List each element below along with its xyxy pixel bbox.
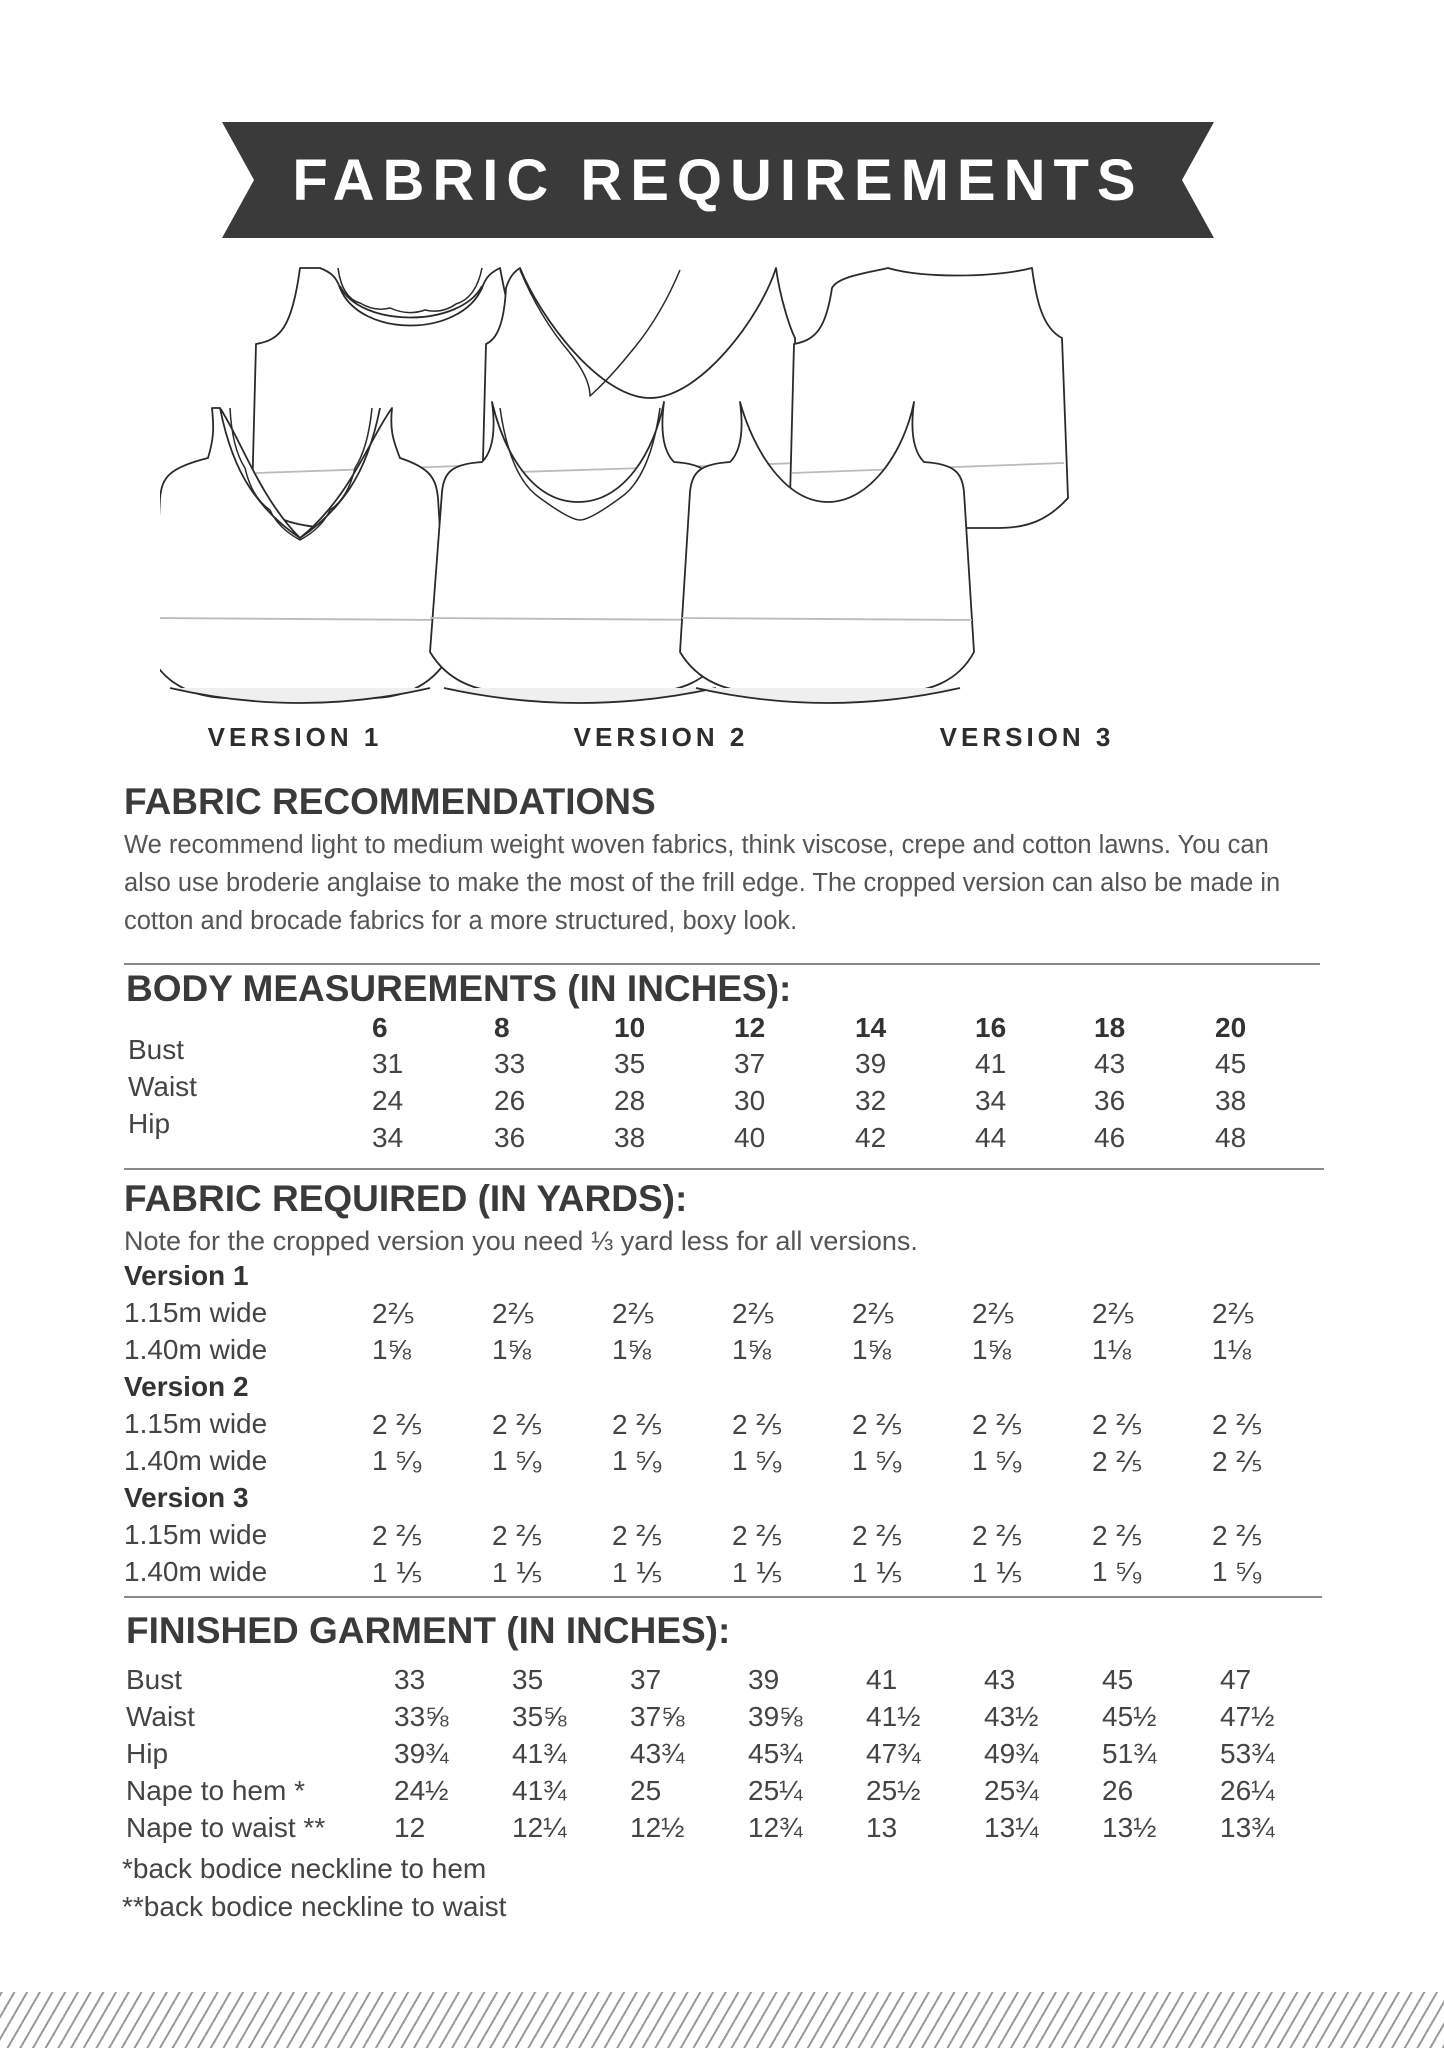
fabric-yardage: 2 ⅖ xyxy=(972,1520,1023,1551)
fabric-yardage: 1 ⁵⁄₉ xyxy=(372,1445,423,1476)
fabric-yardage: 2 ⅖ xyxy=(852,1409,903,1440)
measurement-value: 42 xyxy=(855,1122,887,1153)
garment-measure-value: 37⅝ xyxy=(630,1701,685,1732)
fabric-yardage: 2 ⅖ xyxy=(372,1520,423,1551)
fabric-yardage: 1⅝ xyxy=(852,1334,891,1365)
size-header: 12 xyxy=(734,1012,766,1043)
fabric-yardage: 1 ⁵⁄₉ xyxy=(492,1445,543,1476)
garment-measure-value: 47½ xyxy=(1220,1701,1275,1732)
version-2-label: VERSION 2 xyxy=(573,722,749,752)
garment-measure-value: 33⅝ xyxy=(394,1701,449,1732)
size-header: 10 xyxy=(614,1012,646,1043)
garment-measure-value: 37 xyxy=(630,1664,662,1695)
recommendations-line-3: cotton and brocade fabrics for a more structured, boxy look. xyxy=(124,907,798,935)
size-header: 6 xyxy=(372,1012,388,1043)
measurement-value: 45 xyxy=(1215,1048,1247,1079)
fabric-yardage: 2⅖ xyxy=(972,1298,1015,1329)
fabric-width-label: 1.40m wide xyxy=(124,1334,268,1365)
garment-illustrations xyxy=(160,258,1260,713)
finished-garment-heading: FINISHED GARMENT (IN INCHES): xyxy=(126,1610,731,1651)
fabric-yardage: 1⅝ xyxy=(732,1334,771,1365)
size-header: 8 xyxy=(494,1012,510,1043)
fabric-yardage: 1⅝ xyxy=(372,1334,411,1365)
garment-measure-value: 13¾ xyxy=(1220,1812,1275,1843)
garment-measure-value: 35⅝ xyxy=(512,1701,567,1732)
fabric-yardage: 1 ⁵⁄₉ xyxy=(612,1445,663,1476)
garment-measure-value: 26¼ xyxy=(1220,1775,1275,1806)
garment-measure-value: 41 xyxy=(866,1664,898,1695)
fabric-yardage: 1⅝ xyxy=(972,1334,1011,1365)
garment-measure-value: 13 xyxy=(866,1812,898,1843)
measurement-value: 34 xyxy=(372,1122,404,1153)
fabric-required-note: Note for the cropped version you need ⅓ yard less for all versions. xyxy=(124,1226,918,1256)
fabric-required-heading: FABRIC REQUIRED (IN YARDS): xyxy=(124,1178,688,1219)
garment-measure-value: 51¾ xyxy=(1102,1738,1157,1769)
fabric-yardage: 2 ⅖ xyxy=(612,1520,663,1551)
fabric-yardage: 2⅖ xyxy=(1212,1298,1255,1329)
garment-measure-value: 45¾ xyxy=(748,1738,803,1769)
fabric-yardage: 1 ⅕ xyxy=(372,1557,423,1588)
measurement-value: 38 xyxy=(614,1122,646,1153)
measurement-value: 34 xyxy=(975,1085,1007,1116)
fabric-yardage: 1 ⁵⁄₉ xyxy=(732,1445,783,1476)
measurement-value: 30 xyxy=(734,1085,766,1116)
measurement-value: 32 xyxy=(855,1085,887,1116)
measurement-value: 41 xyxy=(975,1048,1007,1079)
measurement-value: 24 xyxy=(372,1085,404,1116)
footnote-waist: **back bodice neckline to waist xyxy=(122,1891,507,1922)
fabric-yardage: 1⅝ xyxy=(492,1334,531,1365)
garment-measure-label: Hip xyxy=(126,1738,169,1769)
garment-measure-value: 12¾ xyxy=(748,1812,803,1843)
fabric-yardage: 2⅖ xyxy=(372,1298,415,1329)
garment-measure-label: Nape to hem * xyxy=(126,1775,305,1806)
garment-measure-label: Bust xyxy=(126,1664,183,1695)
fabric-yardage: 2⅖ xyxy=(852,1298,895,1329)
fabric-yardage: 2 ⅖ xyxy=(1092,1520,1143,1551)
fabric-yardage: 1 ⁵⁄₉ xyxy=(852,1445,903,1476)
garment-measure-value: 25¾ xyxy=(984,1775,1039,1806)
size-header: 14 xyxy=(855,1012,887,1043)
fabric-yardage: 1⅛ xyxy=(1092,1334,1131,1365)
footnote-hem: *back bodice neckline to hem xyxy=(122,1853,487,1884)
measurement-value: 46 xyxy=(1094,1122,1126,1153)
garment-measure-value: 41¾ xyxy=(512,1775,567,1806)
fabric-yardage: 2⅖ xyxy=(612,1298,655,1329)
body-measurements-heading: BODY MEASUREMENTS (IN INCHES): xyxy=(126,968,792,1009)
fabric-yardage: 2⅖ xyxy=(732,1298,775,1329)
measurement-value: 38 xyxy=(1215,1085,1247,1116)
measurement-value: 28 xyxy=(614,1085,646,1116)
garment-measure-value: 41½ xyxy=(866,1701,921,1732)
fabric-yardage: 1 ⅕ xyxy=(492,1557,543,1588)
garment-measure-value: 43 xyxy=(984,1664,1016,1695)
recommendations-heading: FABRIC RECOMMENDATIONS xyxy=(124,781,656,822)
measurement-value: 33 xyxy=(494,1048,526,1079)
divider xyxy=(124,1168,1324,1170)
fabric-width-label: 1.15m wide xyxy=(124,1297,268,1328)
size-header: 20 xyxy=(1215,1012,1247,1043)
fabric-width-label: 1.15m wide xyxy=(124,1519,268,1550)
fabric-yardage: 2 ⅖ xyxy=(732,1409,783,1440)
measurement-label: Waist xyxy=(128,1071,197,1102)
fabric-yardage: 2⅖ xyxy=(1092,1298,1135,1329)
fabric-yardage: 1 ⅕ xyxy=(852,1557,903,1588)
fabric-yardage: 1 ⁵⁄₉ xyxy=(1092,1556,1143,1587)
fabric-yardage: 2⅖ xyxy=(492,1298,535,1329)
fabric-yardage: 1 ⁵⁄₉ xyxy=(972,1445,1023,1476)
garment-measure-value: 25 xyxy=(630,1775,662,1806)
fabric-yardage: 2 ⅖ xyxy=(852,1520,903,1551)
fabric-yardage: 2 ⅖ xyxy=(972,1409,1023,1440)
garment-measure-value: 45 xyxy=(1102,1664,1134,1695)
fabric-yardage: 2 ⅖ xyxy=(1092,1409,1143,1440)
fabric-width-label: 1.40m wide xyxy=(124,1556,268,1587)
measurement-value: 40 xyxy=(734,1122,766,1153)
garment-measure-value: 41¾ xyxy=(512,1738,567,1769)
fabric-yardage: 2 ⅖ xyxy=(492,1520,543,1551)
decorative-hatch-border xyxy=(0,1992,1444,2048)
recommendations-line-2: also use broderie anglaise to make the most of the frill edge. The cropped version can also be made in xyxy=(124,869,1281,897)
fabric-yardage: 1⅛ xyxy=(1212,1334,1251,1365)
measurement-label: Bust xyxy=(128,1034,185,1065)
garment-measure-value: 12½ xyxy=(630,1812,685,1843)
measurement-value: 37 xyxy=(734,1048,766,1079)
garment-measure-value: 25½ xyxy=(866,1775,921,1806)
size-header: 18 xyxy=(1094,1012,1126,1043)
garment-measure-value: 24½ xyxy=(394,1775,449,1806)
garment-measure-value: 39⅝ xyxy=(748,1701,803,1732)
fabric-yardage: 2 ⅖ xyxy=(612,1409,663,1440)
garment-measure-value: 47 xyxy=(1220,1664,1252,1695)
measurement-value: 35 xyxy=(614,1048,646,1079)
garment-measure-label: Waist xyxy=(126,1701,195,1732)
fabric-yardage: 1 ⅕ xyxy=(612,1557,663,1588)
garment-measure-value: 47¾ xyxy=(866,1738,921,1769)
fabric-yardage: 2 ⅖ xyxy=(1212,1409,1263,1440)
measurement-value: 36 xyxy=(1094,1085,1126,1116)
fabric-yardage: 1⅝ xyxy=(612,1334,651,1365)
version-1-label: VERSION 1 xyxy=(207,722,383,752)
garment-measure-label: Nape to waist ** xyxy=(126,1812,326,1843)
measurement-value: 26 xyxy=(494,1085,526,1116)
fabric-yardage: 2 ⅖ xyxy=(1092,1446,1143,1477)
garment-measure-value: 45½ xyxy=(1102,1701,1157,1732)
garment-measure-value: 12¼ xyxy=(512,1812,567,1843)
measurement-value: 31 xyxy=(372,1048,404,1079)
garment-measure-value: 39 xyxy=(748,1664,780,1695)
measurement-value: 43 xyxy=(1094,1048,1126,1079)
garment-measure-value: 12 xyxy=(394,1812,426,1843)
measurement-value: 48 xyxy=(1215,1122,1247,1153)
fabric-width-label: 1.40m wide xyxy=(124,1445,268,1476)
fabric-yardage: 2 ⅖ xyxy=(492,1409,543,1440)
fabric-yardage: 2 ⅖ xyxy=(372,1409,423,1440)
garment-measure-value: 49¾ xyxy=(984,1738,1039,1769)
version-3-label: VERSION 3 xyxy=(939,722,1115,752)
divider xyxy=(124,1596,1322,1598)
version-group-label: Version 2 xyxy=(124,1371,249,1402)
recommendations-line-1: We recommend light to medium weight woven fabrics, think viscose, crepe and cotton lawns. You can xyxy=(124,831,1269,859)
page-title: FABRIC REQUIREMENTS xyxy=(292,147,1144,213)
garment-measure-value: 13½ xyxy=(1102,1812,1157,1843)
measurement-value: 39 xyxy=(855,1048,887,1079)
garment-measure-value: 26 xyxy=(1102,1775,1134,1806)
fabric-yardage: 2 ⅖ xyxy=(1212,1446,1263,1477)
garment-measure-value: 43¾ xyxy=(630,1738,685,1769)
fabric-yardage: 1 ⅕ xyxy=(972,1557,1023,1588)
divider xyxy=(124,963,1320,965)
size-header: 16 xyxy=(975,1012,1007,1043)
fabric-yardage: 2 ⅖ xyxy=(732,1520,783,1551)
garment-measure-value: 33 xyxy=(394,1664,426,1695)
garment-measure-value: 39¾ xyxy=(394,1738,449,1769)
fabric-yardage: 1 ⁵⁄₉ xyxy=(1212,1556,1263,1587)
garment-measure-value: 13¼ xyxy=(984,1812,1039,1843)
fabric-yardage: 1 ⅕ xyxy=(732,1557,783,1588)
measurement-label: Hip xyxy=(128,1108,171,1139)
measurement-value: 44 xyxy=(975,1122,1007,1153)
fabric-yardage: 2 ⅖ xyxy=(1212,1520,1263,1551)
version-group-label: Version 1 xyxy=(124,1260,249,1291)
fabric-width-label: 1.15m wide xyxy=(124,1408,268,1439)
garment-measure-value: 25¼ xyxy=(748,1775,803,1806)
measurement-value: 36 xyxy=(494,1122,526,1153)
garment-measure-value: 43½ xyxy=(984,1701,1039,1732)
version-group-label: Version 3 xyxy=(124,1482,249,1513)
garment-measure-value: 35 xyxy=(512,1664,544,1695)
garment-measure-value: 53¾ xyxy=(1220,1738,1275,1769)
